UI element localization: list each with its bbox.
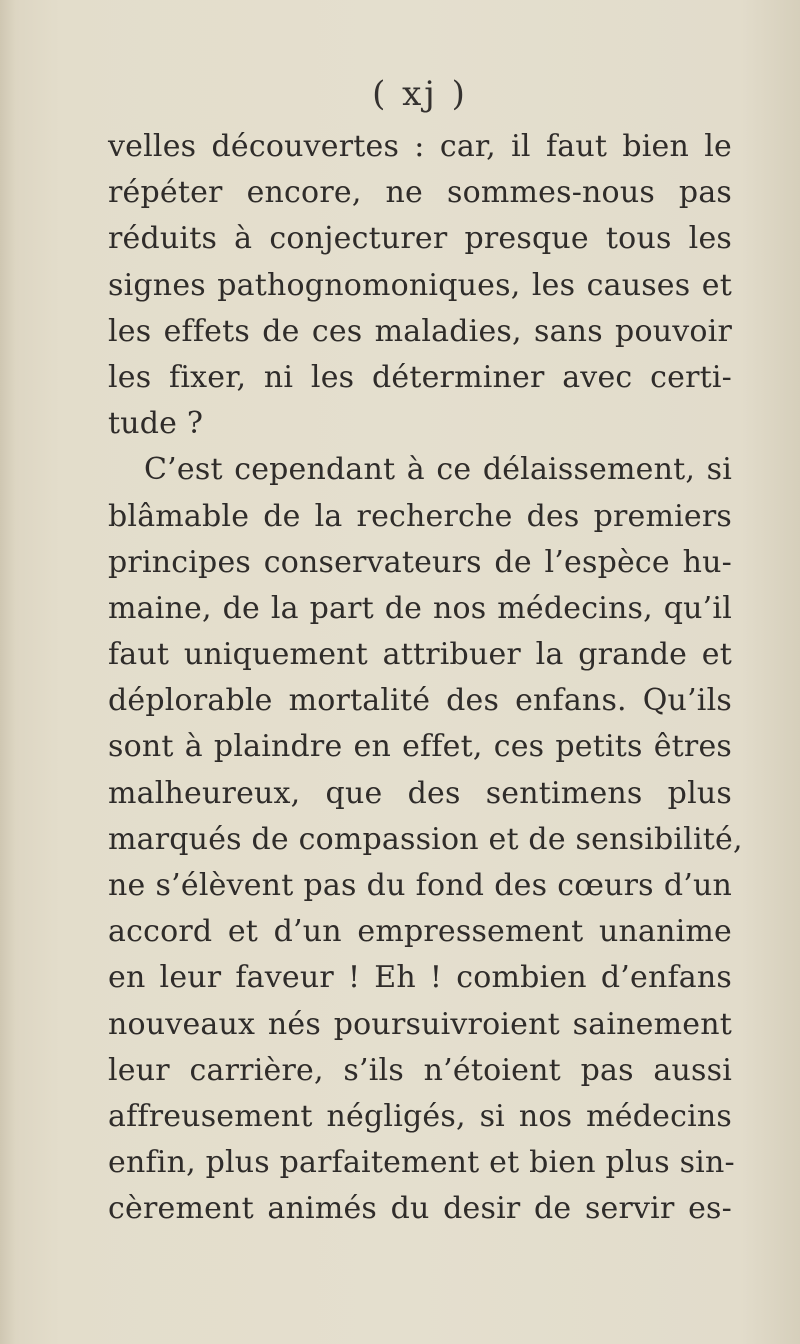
- text-line: en leur faveur ! Eh ! combien d’enfans: [108, 960, 732, 996]
- text-line: tude ?: [108, 406, 204, 442]
- text-line: principes conservateurs de l’espèce hu-: [108, 544, 732, 580]
- page-number: ( xj ): [372, 74, 468, 114]
- text-line: faut uniquement attribuer la grande et: [108, 637, 732, 673]
- text-line: nouveaux nés poursuivroient sainement: [108, 1006, 732, 1042]
- text-line: marqués de compassion et de sensibilité,: [108, 821, 743, 857]
- text-line: signes pathognomoniques, les causes et: [108, 267, 732, 303]
- text-line: les fixer, ni les déterminer avec certi-: [108, 359, 732, 395]
- text-line: enfin, plus parfaitement et bien plus sin-: [108, 1145, 735, 1181]
- text-line: affreusement négligés, si nos médecins: [108, 1098, 732, 1134]
- text-line: les effets de ces maladies, sans pouvoir: [108, 313, 732, 349]
- text-line: ne s’élèvent pas du fond des cœurs d’un: [108, 868, 732, 903]
- text-line: accord et d’un empressement unanime: [108, 914, 732, 950]
- body-text: [108, 124, 743, 1233]
- text-line: sont à plaindre en effet, ces petits êtres: [108, 729, 732, 765]
- text-line: leur carrière, s’ils n’étoient pas aussi: [108, 1052, 732, 1088]
- text-line: réduits à conjecturer presque tous les: [108, 221, 732, 257]
- text-line: malheureux, que des sentimens plus: [108, 775, 732, 811]
- text-line: déplorable mortalité des enfans. Qu’ils: [108, 683, 732, 719]
- text-line: velles découvertes : car, il faut bien le: [108, 129, 732, 164]
- text-line: cèrement animés du desir de servir es-: [108, 1191, 732, 1227]
- text-line: blâmable de la recherche des premiers: [108, 498, 732, 534]
- text-line: répéter encore, ne sommes-nous pas: [108, 175, 732, 211]
- paragraph-start-line: C’est cependant à ce délaissement, si: [144, 452, 732, 488]
- text-line: maine, de la part de nos médecins, qu’il: [108, 590, 732, 626]
